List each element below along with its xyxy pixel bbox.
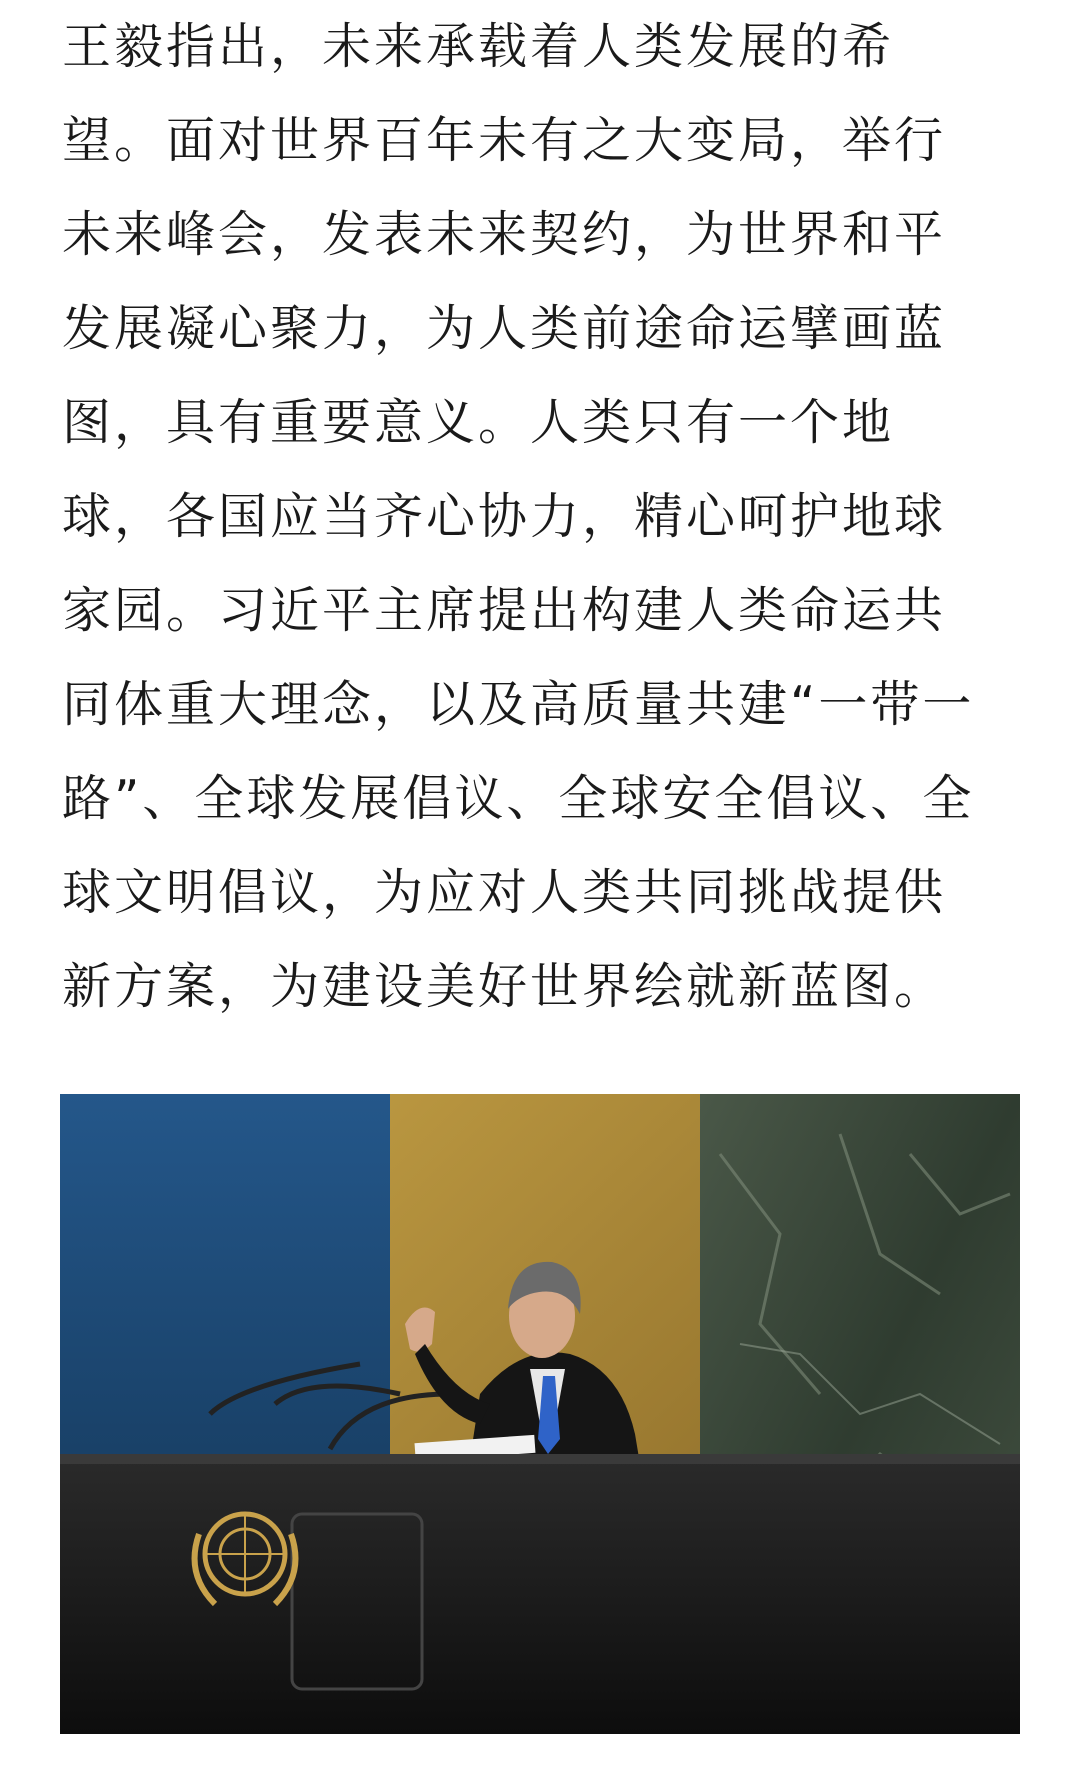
paragraph-line: 同体重大理念，以及高质量共建“一带一 xyxy=(62,676,975,733)
paragraph-line: 图，具有重要意义。人类只有一个地 xyxy=(62,394,895,451)
paragraph-line: 球文明倡议，为应对人类共同挑战提供 xyxy=(62,864,947,921)
paragraph-line: 发展凝心聚力，为人类前途命运擘画蓝 xyxy=(62,300,947,357)
paragraph-line: 王毅指出，未来承载着人类发展的希 xyxy=(62,18,895,75)
paragraph-line: 球，各国应当齐心协力，精心呵护地球 xyxy=(62,488,947,545)
paragraph-line: 新方案，为建设美好世界绘就新蓝图。 xyxy=(62,958,947,1015)
article-paragraph xyxy=(62,0,1022,1034)
paragraph-line: 路”、全球发展倡议、全球安全倡议、全 xyxy=(62,770,975,827)
podium xyxy=(60,1459,1020,1734)
speaker-at-podium-image xyxy=(60,1094,1020,1734)
paragraph-line: 望。面对世界百年未有之大变局，举行 xyxy=(62,112,947,169)
blue-wall xyxy=(60,1094,390,1514)
paragraph-line: 家园。习近平主席提出构建人类命运共 xyxy=(62,582,947,639)
paragraph-line: 未来峰会，发表未来契约，为世界和平 xyxy=(62,206,947,263)
article-photo[interactable] xyxy=(60,1094,1020,1734)
